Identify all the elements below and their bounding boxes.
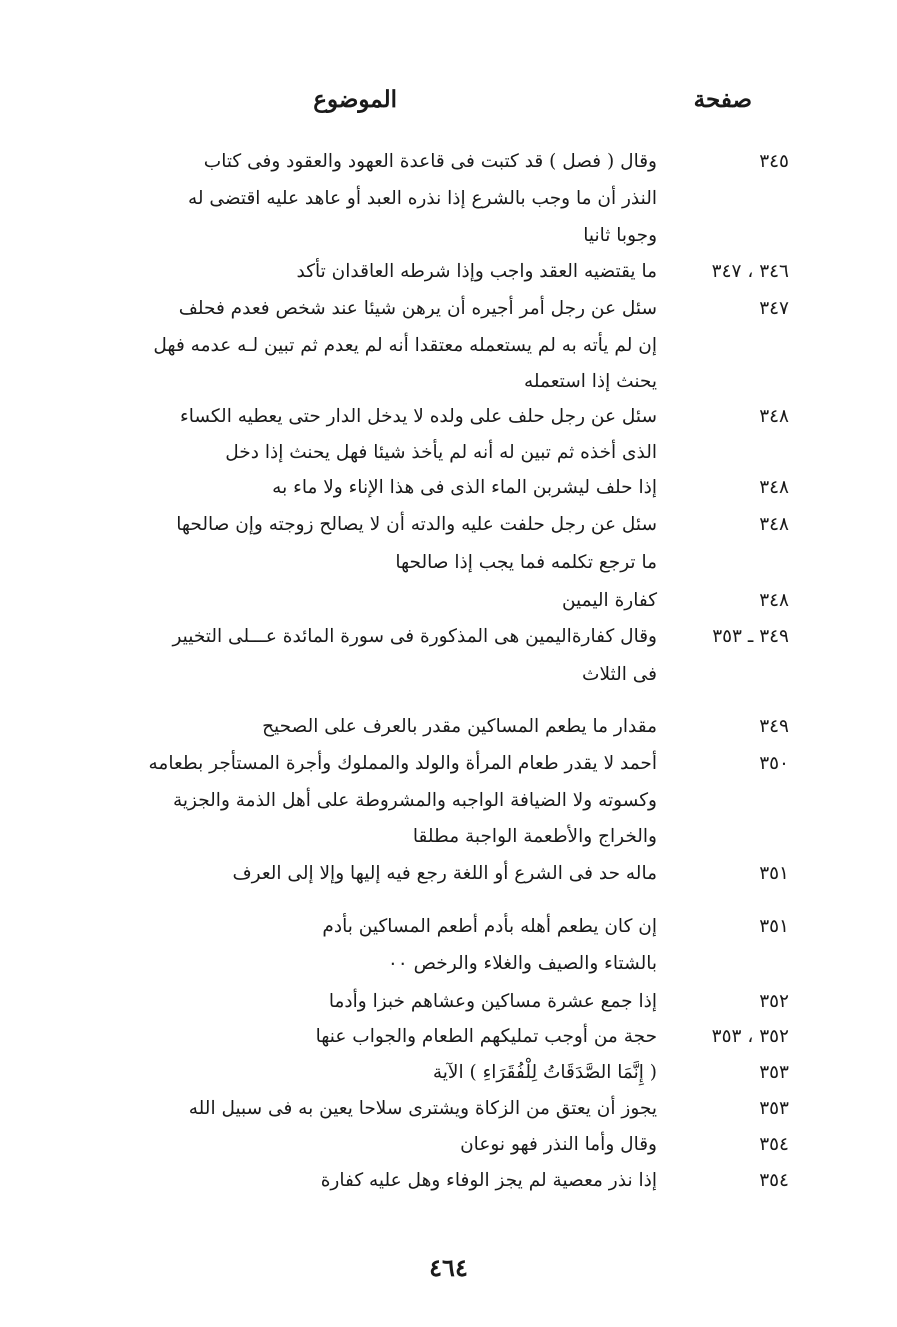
entry-page-number: ٣٥٠ — [759, 753, 789, 774]
entry-text-line: إذا حلف ليشربن الماء الذى فى هذا الإناء ولا ماء به — [272, 477, 657, 498]
entry-page-number: ٣٤٨ — [759, 477, 789, 498]
entry-text-line: ما يقتضيه العقد واجب وإذا شرطه العاقدان تأكد — [296, 261, 657, 282]
entry-page-number: ٣٤٥ — [759, 151, 789, 172]
entry-page-number: ٣٥٢ ، ٣٥٣ — [711, 1026, 789, 1047]
entry-page-number: ٣٤٩ — [759, 716, 789, 737]
entry-page-number: ٣٥١ — [759, 916, 789, 937]
entry-page-number: ٣٤٨ — [759, 514, 789, 535]
entry-text-line: ( إِنَّمَا الصَّدَقَاتُ لِلْفُقَرَاءِ ) الآية — [432, 1062, 657, 1083]
entry-page-number: ٣٥٣ — [759, 1098, 789, 1119]
entry-text-line: سئل عن رجل حلفت عليه والدته أن لا يصالح زوجته وإن صالحها — [176, 514, 657, 535]
entry-text-line: سئل عن رجل حلف على ولده لا يدخل الدار حتى يعطيه الكساء — [180, 406, 657, 427]
entry-page-number: ٣٤٨ — [759, 590, 789, 611]
entry-text-line: حجة من أوجب تمليكهم الطعام والجواب عنها — [315, 1026, 657, 1047]
entry-page-number: ٣٤٩ ـ ٣٥٣ — [712, 626, 789, 647]
entry-text-line: فى الثلاث — [582, 664, 657, 685]
entry-text-line: ما ترجع تكلمه فما يجب إذا صالحها — [395, 552, 657, 573]
entry-text-line: كفارة اليمين — [561, 590, 657, 611]
entry-text-line: مقدار ما يطعم المساكين مقدر بالعرف على الصحيح — [262, 716, 657, 737]
entry-text-line: ماله حد فى الشرع أو اللغة رجع فيه إليها وإلا إلى العرف — [232, 863, 657, 884]
entry-text-line: يحنث إذا استعمله — [523, 371, 657, 392]
entry-text-line: النذر أن ما وجب بالشرع إذا نذره العبد أو عاهد عليه اقتضى له — [187, 188, 657, 209]
entry-text-line: وقال ( فصل ) قد كتبت فى قاعدة العهود والعقود وفى كتاب — [203, 151, 657, 172]
entry-text-line: الذى أخذه ثم تبين له أنه لم يأخذ شيئا فهل يحنث إذا دخل — [225, 442, 657, 463]
page-column-header: صفحة — [693, 86, 752, 113]
entry-page-number: ٣٥٢ — [759, 991, 789, 1012]
entry-page-number: ٣٥١ — [759, 863, 789, 884]
entry-text-line: وكسوته ولا الضيافة الواجبه والمشروطة على أهل الذمة والجزية — [172, 790, 657, 811]
entry-page-number: ٣٥٣ — [759, 1062, 789, 1083]
entry-text-line: سئل عن رجل أمر أجيره أن يرهن شيئا عند شخص فعدم فحلف — [178, 298, 657, 319]
page-number: ٤٦٤ — [429, 1253, 468, 1282]
entry-text-line: وجوبا ثانيا — [583, 225, 657, 246]
entry-text-line: وقال كفارةاليمين هى المذكورة فى سورة المائدة عـــلى التخيير — [172, 626, 657, 647]
entry-text-line: إن كان يطعم أهله بأدم أطعم المساكين بأدم — [322, 916, 657, 937]
entry-page-number: ٣٥٤ — [759, 1134, 789, 1155]
entry-text-line: والخراج والأطعمة الواجبة مطلقا — [412, 826, 657, 847]
entry-text-line: إذا نذر معصية لم يجز الوفاء وهل عليه كفارة — [320, 1170, 657, 1191]
entry-text-line: أحمد لا يقدر طعام المرأة والولد والمملوك وأجرة المستأجر بطعامه — [148, 753, 657, 774]
entry-text-line: إن لم يأته به لم يستعمله معتقدا أنه لم يعدم ثم تبين لـه عدمه فهل — [153, 335, 657, 356]
entry-page-number: ٣٤٦ ، ٣٤٧ — [711, 261, 789, 282]
entry-page-number: ٣٤٧ — [759, 298, 789, 319]
entry-page-number: ٣٥٤ — [759, 1170, 789, 1191]
topic-column-header: الموضوع — [313, 86, 397, 113]
entry-page-number: ٣٤٨ — [759, 406, 789, 427]
entry-text-line: بالشتاء والصيف والغلاء والرخص ٠٠ — [387, 953, 657, 974]
entry-text-line: وقال وأما النذر فهو نوعان — [460, 1134, 657, 1155]
entry-text-line: إذا جمع عشرة مساكين وعشاهم خبزا وأدما — [328, 991, 657, 1012]
entry-text-line: يجوز أن يعتق من الزكاة ويشترى سلاحا يعين به فى سبيل الله — [188, 1098, 657, 1119]
